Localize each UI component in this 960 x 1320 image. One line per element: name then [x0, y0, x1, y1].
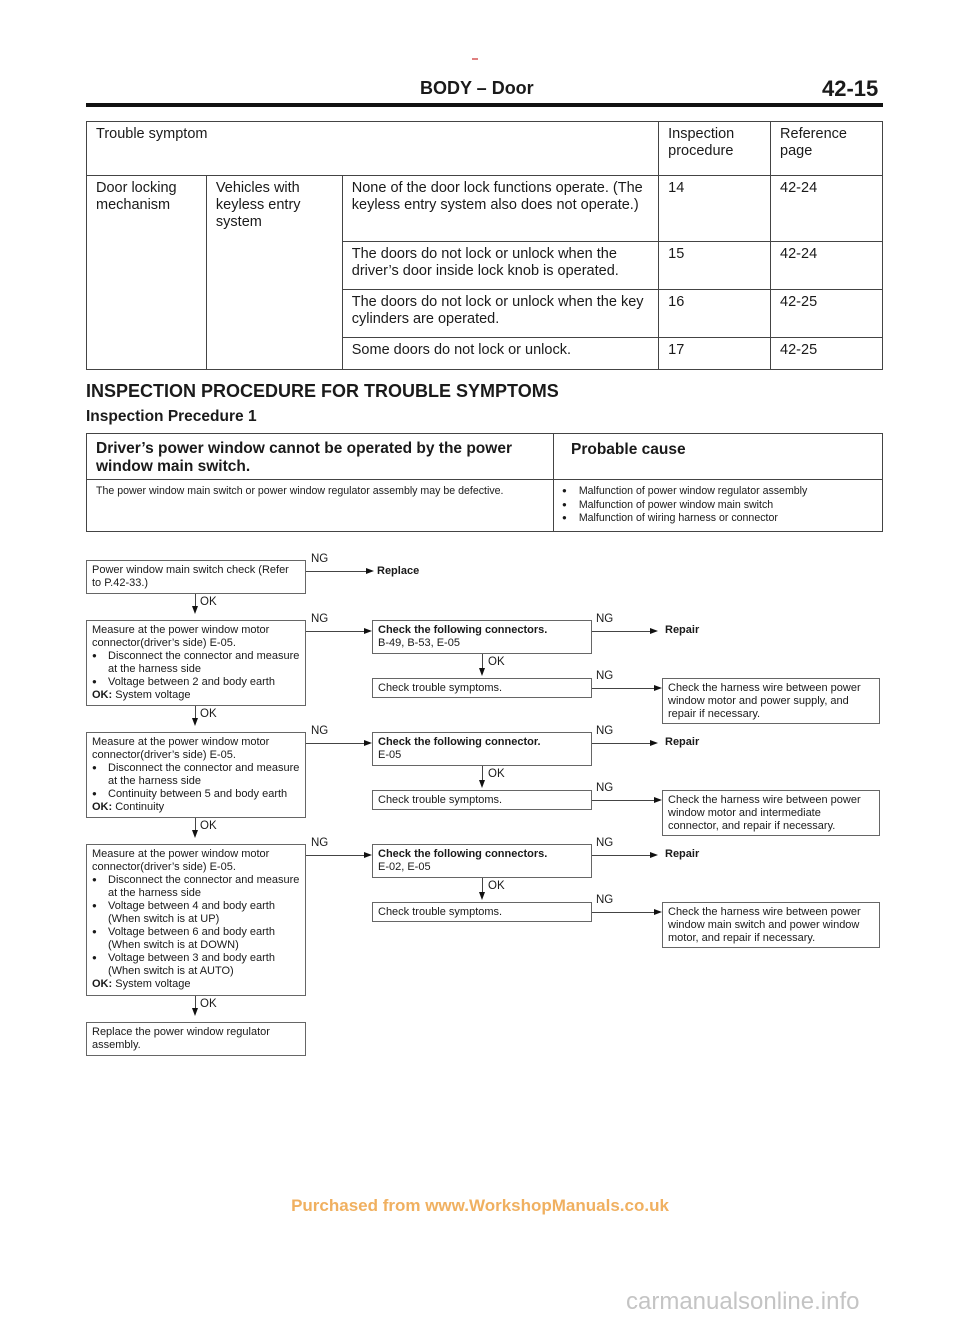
- connector-line: [482, 654, 483, 668]
- connector-line: [592, 800, 654, 801]
- step-title: Measure at the power window motor connector(driver’s side) E-05.: [92, 736, 270, 761]
- footer-link[interactable]: Purchased from www.WorkshopManuals.co.uk: [291, 1196, 669, 1215]
- step-bullets: [92, 874, 300, 978]
- probable-cause-heading: Probable cause: [571, 441, 686, 458]
- arrow-head: [364, 852, 372, 858]
- procedure-summary-box: [86, 433, 883, 532]
- list-item: ● Disconnect the connector and measure at the harness side: [92, 650, 300, 676]
- arrow-head: [654, 909, 662, 915]
- symptom-cell: None of the door lock functions operate. (The keyless entry system also does not operate.): [342, 176, 658, 242]
- ng-label: NG: [596, 725, 614, 737]
- col-header-reference: Reference page: [771, 122, 883, 176]
- connector-line: [195, 706, 196, 718]
- arrow-head: [654, 685, 662, 691]
- arrow-head: [650, 740, 658, 746]
- check-title: Check the following connector.: [378, 736, 541, 748]
- check-connectors-box-2: [372, 732, 592, 766]
- reference-cell: 42-25: [771, 338, 883, 370]
- arrow-head: [479, 668, 485, 676]
- page-header-title: BODY – Door: [420, 78, 534, 98]
- symptom-cell: The doors do not lock or unlock when the driver’s door inside lock knob is operated.: [342, 242, 658, 290]
- harness-text: Check the harness wire between power window motor and power supply, and repair if necessary.: [668, 682, 861, 720]
- list-item: ● Voltage between 2 and body earth: [92, 676, 300, 689]
- ok-label: OK: [200, 998, 217, 1010]
- step-title: Measure at the power window motor connector(driver’s side) E-05.: [92, 848, 270, 873]
- symptom-cell: Some doors do not lock or unlock.: [342, 338, 658, 370]
- watermark: carmanualsonline.info: [626, 1288, 860, 1315]
- check-trouble-text: Check trouble symptoms.: [378, 682, 503, 694]
- col-header-trouble: Trouble symptom: [87, 122, 659, 176]
- category-cell: Door locking mechanism: [87, 176, 207, 370]
- harness-check-box-1: [662, 678, 880, 724]
- arrow-head: [192, 606, 198, 614]
- reference-cell: 42-24: [771, 242, 883, 290]
- check-trouble-text: Check trouble symptoms.: [378, 794, 503, 806]
- flow-step-1: [86, 560, 306, 594]
- header-rule: [86, 103, 883, 107]
- flow-step-3: [86, 732, 306, 818]
- ng-label: NG: [596, 837, 614, 849]
- check-items: E-05: [378, 749, 402, 761]
- ok-label: OK: [200, 820, 217, 832]
- arrow-head: [364, 740, 372, 746]
- flow-final-step: [86, 1022, 306, 1056]
- check-title: Check the following connectors.: [378, 848, 548, 860]
- harness-check-box-2: [662, 790, 880, 836]
- connector-line: [592, 631, 650, 632]
- connector-line: [195, 818, 196, 830]
- arrow-head: [192, 1008, 198, 1016]
- arrow-head: [364, 628, 372, 634]
- ok-label: OK: [200, 596, 217, 608]
- check-items: E-02, E-05: [378, 861, 431, 873]
- list-item: ● Voltage between 4 and body earth (When switch is at UP): [92, 900, 300, 926]
- step-ok-criteria: [92, 689, 300, 702]
- step-title: Measure at the power window motor connector(driver’s side) E-05.: [92, 624, 270, 649]
- final-step-text: Replace the power window regulator assembly.: [92, 1026, 270, 1051]
- ng-label: NG: [596, 894, 614, 906]
- flow-step-2: [86, 620, 306, 706]
- ok-label: OK: [488, 768, 505, 780]
- step-bullets: [92, 762, 300, 801]
- ng-label: NG: [311, 613, 329, 625]
- subcategory-cell: Vehicles with keyless entry system: [206, 176, 342, 370]
- connector-line: [306, 571, 366, 572]
- connector-line: [195, 996, 196, 1008]
- check-trouble-text: Check trouble symptoms.: [378, 906, 503, 918]
- table-row: [87, 176, 883, 242]
- ng-label: NG: [596, 782, 614, 794]
- arrow-head: [192, 718, 198, 726]
- connector-line: [482, 766, 483, 780]
- procedure-cell: 14: [659, 176, 771, 242]
- ng-label: NG: [311, 553, 329, 565]
- list-item: ● Voltage between 3 and body earth (When switch is at AUTO): [92, 952, 300, 978]
- check-title: Check the following connectors.: [378, 624, 548, 636]
- procedure-cell: 17: [659, 338, 771, 370]
- check-items: B-49, B-53, E-05: [378, 637, 460, 649]
- connector-line: [306, 631, 364, 632]
- header-mark: [472, 58, 478, 60]
- check-trouble-box-1: [372, 678, 592, 698]
- section-subtitle: Inspection Precedure 1: [86, 408, 257, 425]
- ok-criteria-label: OK:: [92, 689, 113, 701]
- check-connectors-box-3: [372, 844, 592, 878]
- list-item: ● Malfunction of wiring harness or connector: [562, 512, 807, 526]
- ok-label: OK: [200, 708, 217, 720]
- result-repair: Repair: [665, 736, 700, 748]
- connector-line: [195, 594, 196, 606]
- ng-label: NG: [311, 837, 329, 849]
- connector-line: [306, 743, 364, 744]
- arrow-head: [650, 628, 658, 634]
- ok-criteria-value: System voltage: [115, 689, 191, 701]
- connector-line: [592, 743, 650, 744]
- list-item: ● Continuity between 5 and body earth: [92, 788, 300, 801]
- step-ok-criteria: [92, 801, 300, 814]
- ng-label: NG: [596, 613, 614, 625]
- ng-label: NG: [596, 670, 614, 682]
- connector-line: [592, 688, 654, 689]
- check-connectors-box-1: [372, 620, 592, 654]
- ok-label: OK: [488, 656, 505, 668]
- check-trouble-box-2: [372, 790, 592, 810]
- harness-check-box-3: [662, 902, 880, 948]
- arrow-head: [479, 780, 485, 788]
- ok-criteria-label: OK:: [92, 978, 113, 990]
- ok-criteria-value: System voltage: [115, 978, 191, 990]
- harness-text: Check the harness wire between power window main switch and power window motor, and repair if necessary.: [668, 906, 861, 944]
- connector-line: [592, 912, 654, 913]
- ok-criteria-value: Continuity: [115, 801, 165, 813]
- arrow-head: [650, 852, 658, 858]
- step-text: Power window main switch check (Refer to P.42-33.): [92, 564, 289, 589]
- symptom-cell: The doors do not lock or unlock when the key cylinders are operated.: [342, 290, 658, 338]
- step-ok-criteria: [92, 978, 300, 991]
- arrow-head: [654, 797, 662, 803]
- connector-line: [592, 855, 650, 856]
- connector-line: [482, 878, 483, 892]
- procedure-symptom: Driver’s power window cannot be operated by the power window main switch.: [96, 440, 512, 475]
- list-item: ● Voltage between 6 and body earth (When switch is at DOWN): [92, 926, 300, 952]
- arrow-head: [479, 892, 485, 900]
- reference-cell: 42-24: [771, 176, 883, 242]
- list-item: ● Malfunction of power window main switch: [562, 499, 807, 513]
- flow-step-4: [86, 844, 306, 996]
- step-bullets: [92, 650, 300, 689]
- list-item: ● Malfunction of power window regulator assembly: [562, 485, 807, 499]
- list-item: ● Disconnect the connector and measure at the harness side: [92, 874, 300, 900]
- reference-cell: 42-25: [771, 290, 883, 338]
- ok-label: OK: [488, 880, 505, 892]
- trouble-symptom-table: [86, 121, 883, 370]
- section-title: INSPECTION PROCEDURE FOR TROUBLE SYMPTOMS: [86, 381, 559, 401]
- check-trouble-box-3: [372, 902, 592, 922]
- result-repair: Repair: [665, 848, 700, 860]
- procedure-description: The power window main switch or power window regulator assembly may be defective.: [96, 485, 504, 497]
- probable-cause-list: [562, 485, 807, 526]
- connector-line: [306, 855, 364, 856]
- list-item: ● Disconnect the connector and measure at the harness side: [92, 762, 300, 788]
- procedure-cell: 15: [659, 242, 771, 290]
- result-replace: Replace: [377, 565, 420, 577]
- ok-criteria-label: OK:: [92, 801, 113, 813]
- arrow-head: [366, 568, 374, 574]
- procedure-cell: 16: [659, 290, 771, 338]
- result-repair: Repair: [665, 624, 700, 636]
- ng-label: NG: [311, 725, 329, 737]
- col-header-procedure: Inspection procedure: [659, 122, 771, 176]
- harness-text: Check the harness wire between power window motor and intermediate connector, and repair if necessary.: [668, 794, 861, 832]
- page-number: 42-15: [822, 76, 879, 101]
- arrow-head: [192, 830, 198, 838]
